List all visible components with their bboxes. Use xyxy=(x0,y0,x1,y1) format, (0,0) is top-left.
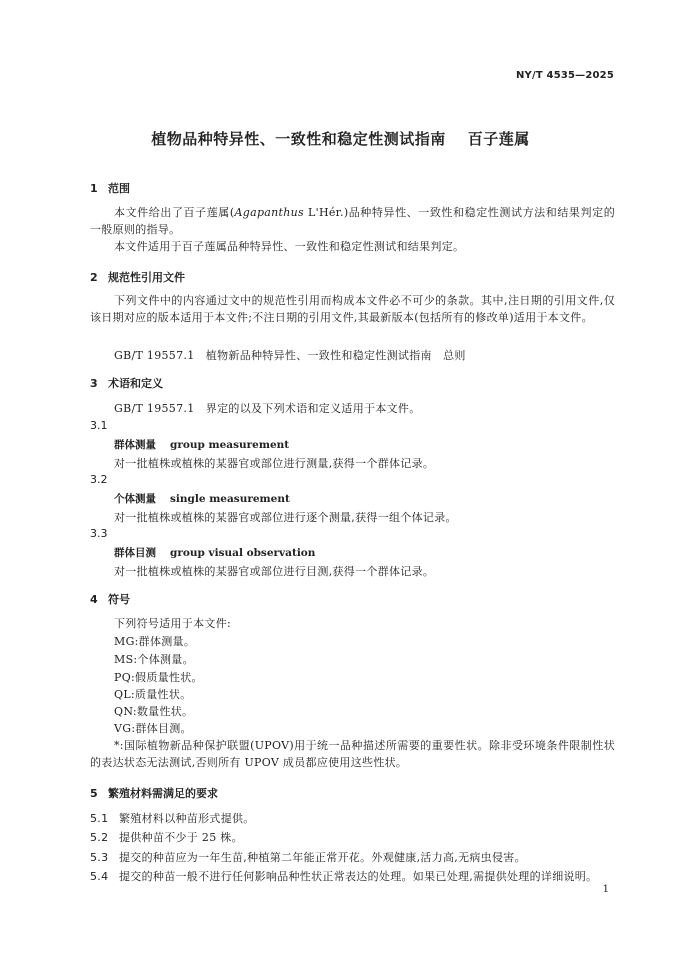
term-definition: 对一批植株或植株的某器官或部位进行逐个测量,获得一组个体记录。 xyxy=(114,511,457,524)
term-heading xyxy=(114,545,315,560)
section-5-heading xyxy=(90,785,218,801)
section-number: 2 xyxy=(90,271,98,284)
section-4-heading xyxy=(90,591,130,607)
term-en: single measurement xyxy=(170,493,290,505)
term-number: 3.3 xyxy=(90,527,108,540)
symbols-intro: 下列符号适用于本文件: xyxy=(114,617,232,630)
requirement-item xyxy=(90,868,597,884)
symbol-item: VG:群体目测。 xyxy=(114,722,192,735)
section-title: 术语和定义 xyxy=(108,377,163,390)
section-1-heading xyxy=(90,180,130,196)
standard-code: NY/T 4535—2025 xyxy=(515,70,614,81)
requirement-text: 提交的种苗一般不进行任何影响品种性状正常表达的处理。如果已处理,需提供处理的详细说明。 xyxy=(119,870,598,883)
requirement-number: 5.1 xyxy=(90,812,109,825)
term-zh: 个体测量 xyxy=(114,493,156,505)
symbol-item: QL:质量性状。 xyxy=(114,688,192,701)
requirement-text: 提交的种苗应为一年生苗,种植第二年能正常开花。外观健康,活力高,无病虫侵害。 xyxy=(119,851,526,864)
requirement-item xyxy=(90,849,526,865)
genus-name: Agapanthus xyxy=(234,206,304,219)
normative-reference: GB/T 19557.1 植物新品种特异性、一致性和稳定性测试指南 总则 xyxy=(114,349,466,362)
requirement-text: 提供种苗不少于 25 株。 xyxy=(119,831,243,844)
terms-intro: GB/T 19557.1 界定的以及下列术语和定义适用于本文件。 xyxy=(114,402,421,415)
requirement-item xyxy=(90,829,243,845)
scope-text-a: 本文件给出了百子莲属( xyxy=(114,206,235,219)
term-en: group measurement xyxy=(170,439,290,451)
requirement-text: 繁殖材料以种苗形式提供。 xyxy=(119,812,255,825)
scope-text-b: L'Hér.)品种特异性、一致性和稳定性测试方法和结果判定的一般原则的指导。 xyxy=(90,206,615,236)
section-title: 符号 xyxy=(108,593,130,606)
scope-paragraph-1 xyxy=(90,205,615,238)
requirement-number: 5.2 xyxy=(90,831,109,844)
requirement-number: 5.3 xyxy=(90,851,109,864)
term-zh: 群体测量 xyxy=(114,439,156,451)
term-number: 3.2 xyxy=(90,473,108,486)
section-number: 4 xyxy=(90,593,98,606)
title-sub: 百子莲属 xyxy=(467,130,530,148)
term-heading xyxy=(114,437,289,452)
section-number: 5 xyxy=(90,787,98,800)
term-definition: 对一批植株或植株的某器官或部位进行测量,获得一个群体记录。 xyxy=(114,457,435,470)
section-3-heading xyxy=(90,375,163,391)
section-title: 范围 xyxy=(108,182,130,195)
title-main: 植物品种特异性、一致性和稳定性测试指南 xyxy=(151,130,446,148)
symbol-item: MS:个体测量。 xyxy=(114,653,194,666)
scope-paragraph-2: 本文件适用于百子莲属品种特异性、一致性和稳定性测试和结果判定。 xyxy=(114,240,465,253)
term-zh: 群体目测 xyxy=(114,547,156,559)
requirement-item xyxy=(90,810,255,826)
symbol-item: QN:数量性状。 xyxy=(114,705,194,718)
requirement-number: 5.4 xyxy=(90,870,109,883)
section-number: 1 xyxy=(90,182,98,195)
normative-paragraph: 下列文件中的内容通过文中的规范性引用而构成本文件必不可少的条款。其中,注日期的引用文件,仅该日期对应的版本适用于本文件;不注日期的引用文件,其最新版本(包括所有的修改单)适用于本文件。 xyxy=(90,294,615,324)
document-title xyxy=(0,128,681,149)
section-2-heading xyxy=(90,269,185,285)
symbol-item: PQ:假质量性状。 xyxy=(114,671,203,684)
section-title: 规范性引用文件 xyxy=(108,271,185,284)
term-heading xyxy=(114,491,290,506)
symbol-item: MG:群体测量。 xyxy=(114,635,196,648)
page-number: 1 xyxy=(602,884,609,895)
term-definition: 对一批植株或植株的某器官或部位进行目测,获得一个群体记录。 xyxy=(114,565,435,578)
section-title: 繁殖材料需满足的要求 xyxy=(108,787,218,800)
symbols-note: *:国际植物新品种保护联盟(UPOV)用于统一品种描述所需要的重要性状。除非受环境条件限制性状的表达状态无法测试,否则所有 UPOV 成员都应使用这些性状。 xyxy=(90,739,615,769)
term-number: 3.1 xyxy=(90,419,108,432)
term-en: group visual observation xyxy=(170,547,316,559)
section-number: 3 xyxy=(90,377,98,390)
